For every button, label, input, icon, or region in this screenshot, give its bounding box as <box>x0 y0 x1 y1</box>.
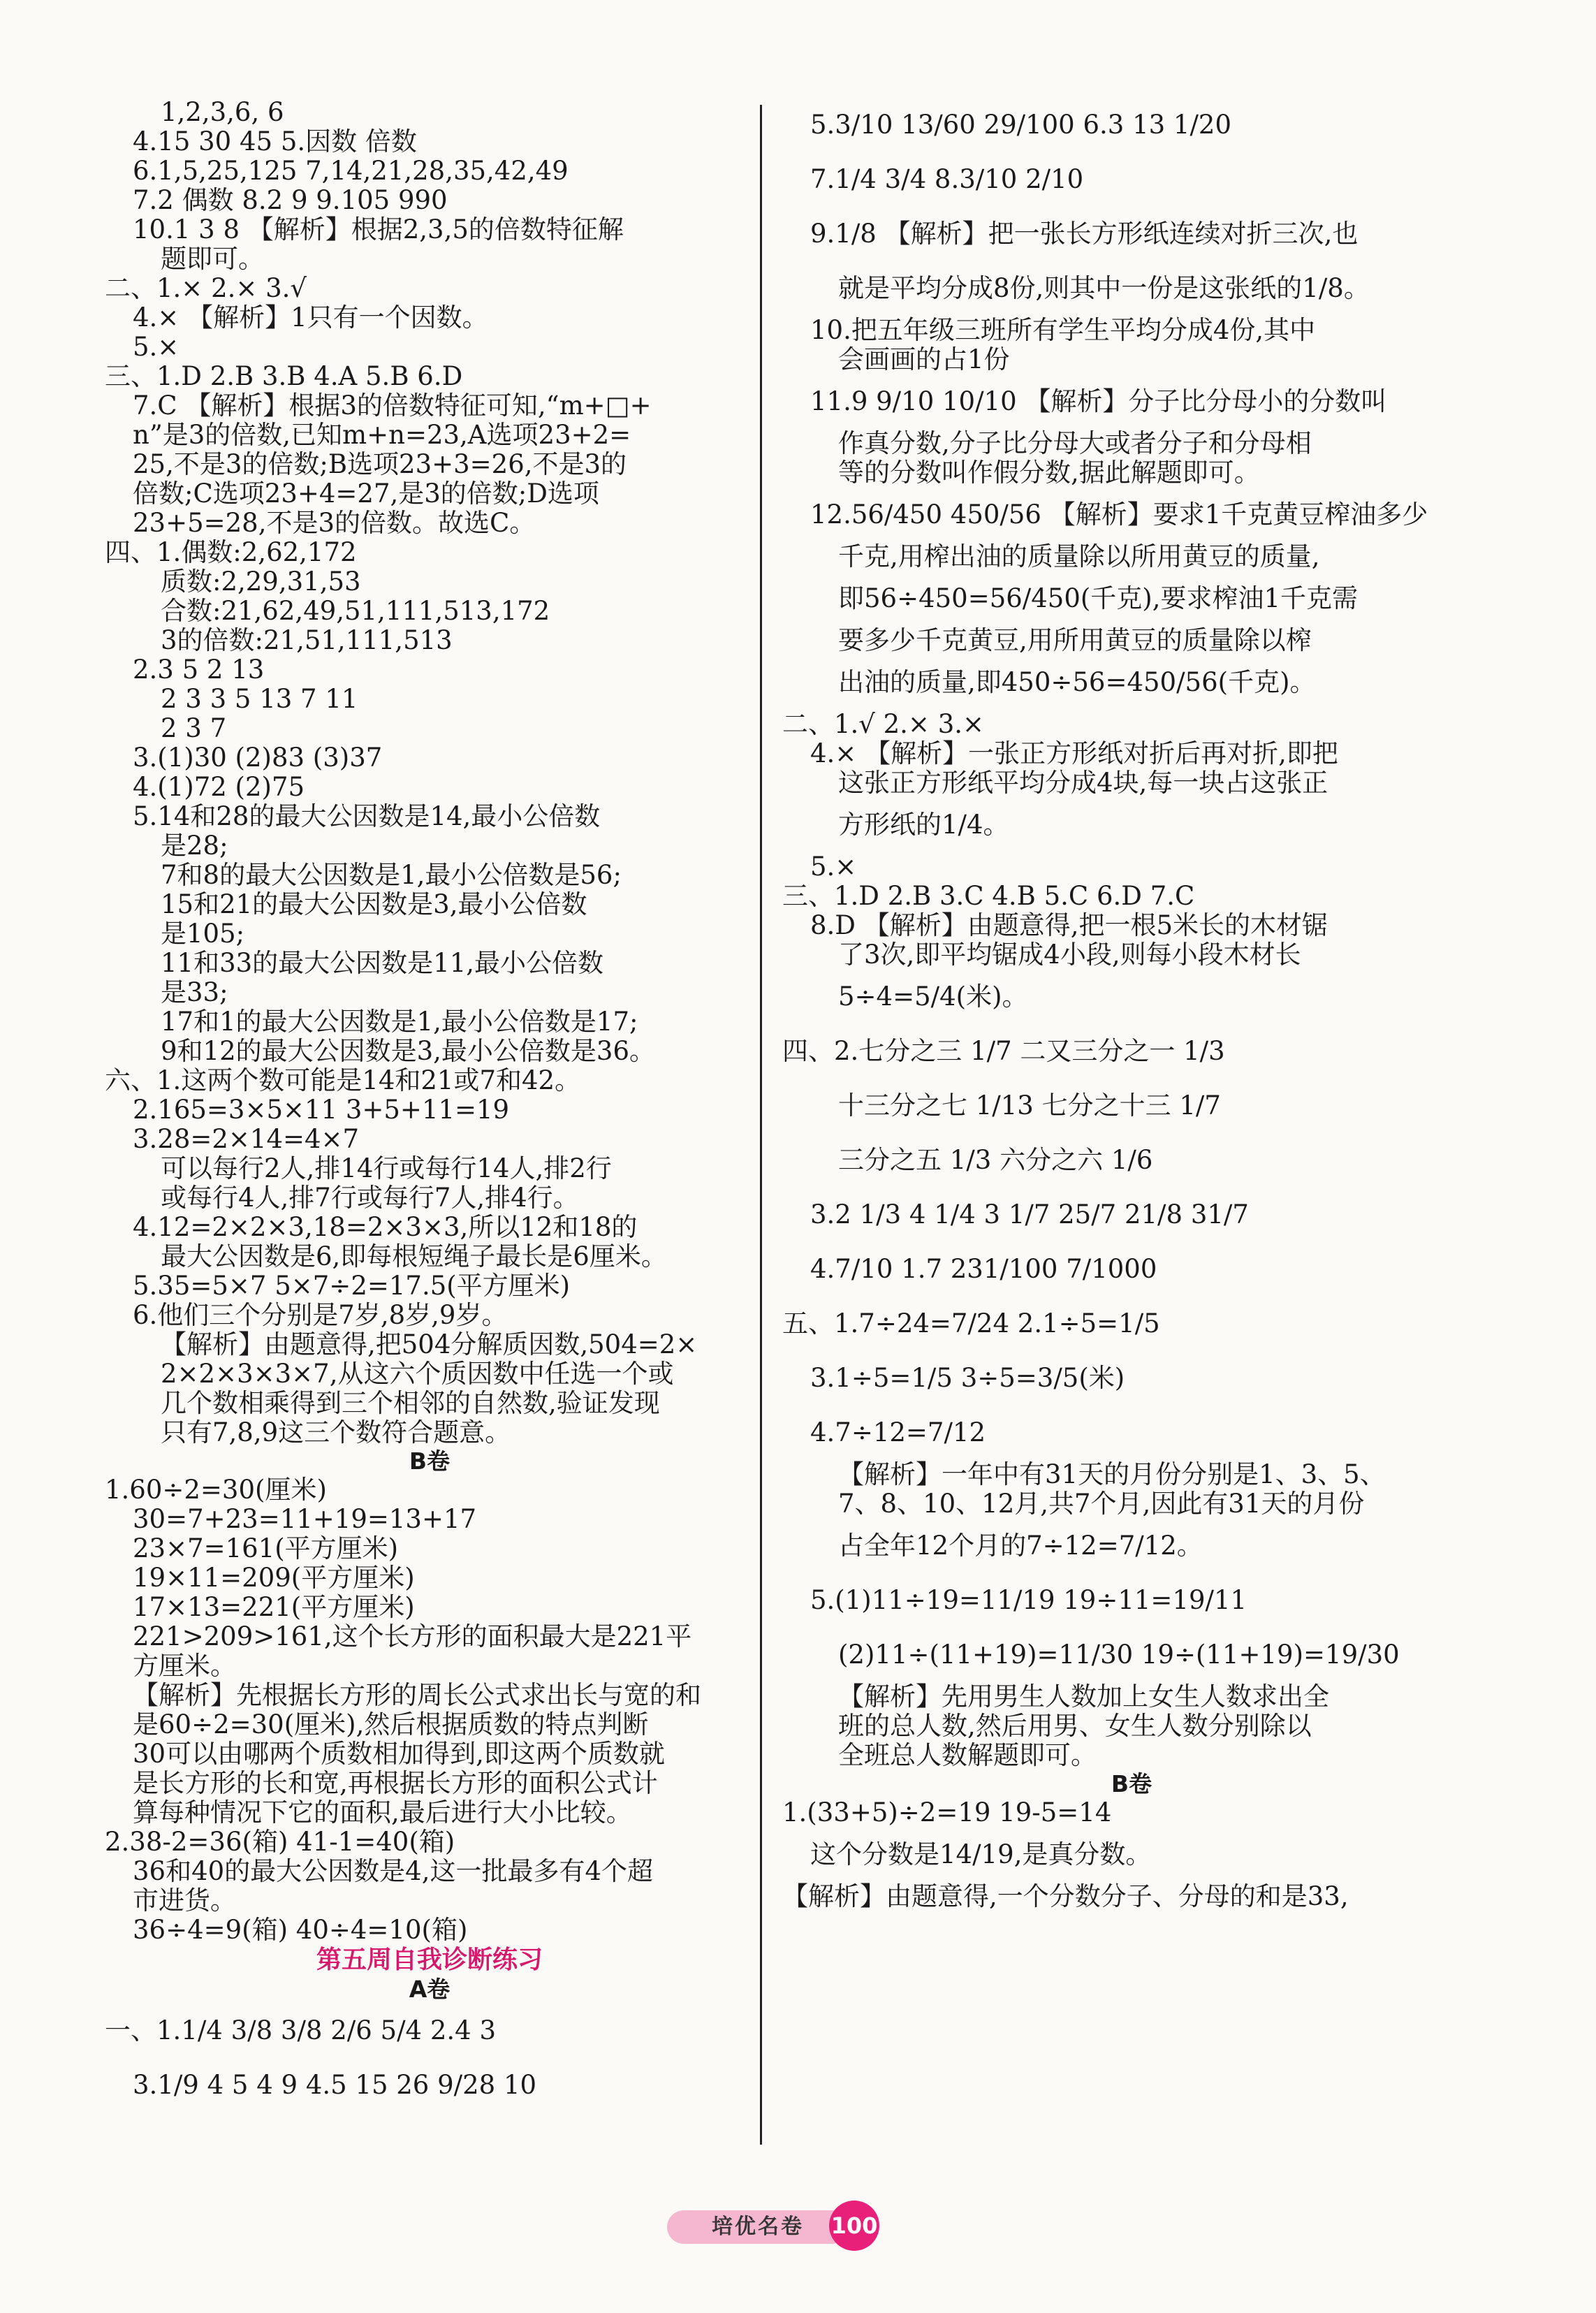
left-column <box>105 98 754 2113</box>
book-name: 培优名卷 <box>667 2210 849 2244</box>
text-line: 【解析】由题意得,一个分数分子、分母的和是33, <box>782 1882 1349 1911</box>
text-line: 是长方形的长和宽,再根据长方形的面积公式计 <box>133 1769 658 1798</box>
text-line: 2 3 7 <box>161 714 227 743</box>
page-number: 100 <box>829 2201 879 2251</box>
section-b-title: B卷 <box>409 1447 451 1475</box>
text-line: 是33; <box>161 978 228 1007</box>
text-line: 2.3 5 2 13 <box>133 655 265 685</box>
text-line: 【解析】先用男生人数加上女生人数求出全 <box>838 1682 1329 1712</box>
text-line: 11.9 9/10 10/10 【解析】分子比分母小的分数叫 <box>810 386 1387 416</box>
text-line: 二、1.√ 2.× 3.× <box>782 710 985 739</box>
text-line: 3.28=2×14=4×7 <box>133 1125 360 1154</box>
text-line: 25,不是3的倍数;B选项23+3=26,不是3的 <box>133 450 627 479</box>
text-line: 10.把五年级三班所有学生平均分成4份,其中 <box>810 316 1316 345</box>
text-line: 会画画的占1份 <box>838 345 1010 374</box>
right-column <box>782 98 1481 1911</box>
text-line: 5.× <box>133 333 180 362</box>
text-line: 4.12=2×2×3,18=2×3×3,所以12和18的 <box>133 1213 638 1242</box>
text-line: 10.1 3 8 【解析】根据2,3,5的倍数特征解 <box>133 215 624 245</box>
text-line: 15和21的最大公因数是3,最小公倍数 <box>161 890 587 919</box>
text-line: n”是3的倍数,已知m+n=23,A选项23+2= <box>133 421 631 450</box>
text-line: 算每种情况下它的面积,最后进行大小比较。 <box>133 1798 632 1827</box>
text-line: 十三分之七 1/13 七分之十三 1/7 <box>838 1090 1221 1121</box>
text-line: 这个分数是14/19,是真分数。 <box>810 1839 1152 1869</box>
text-line: 只有7,8,9这三个数符合题意。 <box>161 1418 511 1447</box>
text-line: 5÷4=5/4(米)。 <box>838 982 1028 1012</box>
text-line: 1,2,3,6, 6 <box>161 98 284 127</box>
text-line: 要多少千克黄豆,用所用黄豆的质量除以榨 <box>838 626 1312 655</box>
text-line: (2)11÷(11+19)=11/30 19÷(11+19)=19/30 <box>838 1640 1400 1670</box>
text-line: 23+5=28,不是3的倍数。故选C。 <box>133 509 536 538</box>
text-line: 4.(1)72 (2)75 <box>133 773 305 802</box>
text-line: 班的总人数,然后用男、女生人数分别除以 <box>838 1712 1312 1741</box>
text-line: 19×11=209(平方厘米) <box>133 1563 415 1593</box>
section-b-title: B卷 <box>1111 1770 1152 1797</box>
text-line: 4.7÷12=7/12 <box>810 1417 986 1447</box>
text-line: 方形纸的1/4。 <box>838 810 1009 840</box>
text-line: 221>209>161,这个长方形的面积最大是221平 <box>133 1622 692 1651</box>
text-line: 3.1/9 4 5 4 9 4.5 15 26 9/28 10 <box>133 2070 537 2100</box>
text-line: 即56÷450=56/450(千克),要求榨油1千克需 <box>838 583 1359 613</box>
text-line: 三、1.D 2.B 3.B 4.A 5.B 6.D <box>105 362 463 391</box>
text-line: 可以每行2人,排14行或每行14人,排2行 <box>161 1154 612 1183</box>
text-line: 等的分数叫作假分数,据此解题即可。 <box>838 458 1260 488</box>
text-line: 市进货。 <box>133 1886 236 1916</box>
text-line: 5.(1)11÷19=11/19 19÷11=19/11 <box>810 1585 1247 1615</box>
text-line: 30可以由哪两个质数相加得到,即这两个质数就 <box>133 1739 665 1769</box>
text-line: 8.D 【解析】由题意得,把一根5米长的木材锯 <box>810 911 1328 940</box>
page-footer <box>667 2201 891 2251</box>
text-line: 7和8的最大公因数是1,最小公倍数是56; <box>161 861 622 890</box>
text-line: 了3次,即平均锯成4小段,则每小段木材长 <box>838 940 1301 970</box>
text-line: 是60÷2=30(厘米),然后根据质数的特点判断 <box>133 1710 649 1739</box>
text-line: 是28; <box>161 831 228 861</box>
text-line: 4.× 【解析】1只有一个因数。 <box>133 303 488 333</box>
text-line: 7.2 偶数 8.2 9 9.105 990 <box>133 186 448 215</box>
week-five-title: 第五周自我诊断练习 <box>316 1946 543 1974</box>
text-line: 是105; <box>161 919 245 949</box>
text-line: 题即可。 <box>161 245 264 274</box>
text-line: 7.C 【解析】根据3的倍数特征可知,“m+□+ <box>133 391 652 421</box>
text-line: 或每行4人,排7行或每行7人,排4行。 <box>161 1183 579 1213</box>
text-line: 几个数相乘得到三个相邻的自然数,验证发现 <box>161 1389 660 1418</box>
text-line: 倍数;C选项23+4=27,是3的倍数;D选项 <box>133 479 599 509</box>
text-line: 5.3/10 13/60 29/100 6.3 13 1/20 <box>810 110 1232 140</box>
text-line: 【解析】由题意得,把504分解质因数,504=2× <box>161 1330 698 1359</box>
text-line: 五、1.7÷24=7/24 2.1÷5=1/5 <box>782 1308 1160 1338</box>
text-line: 36÷4=9(箱) 40÷4=10(箱) <box>133 1916 468 1945</box>
text-line: 12.56/450 450/56 【解析】要求1千克黄豆榨油多少 <box>810 499 1428 530</box>
text-line: 三、1.D 2.B 3.C 4.B 5.C 6.D 7.C <box>782 882 1195 911</box>
text-line: 23×7=161(平方厘米) <box>133 1534 399 1563</box>
text-line: 【解析】一年中有31天的月份分别是1、3、5、 <box>838 1460 1386 1489</box>
text-line: 30=7+23=11+19=13+17 <box>133 1505 477 1534</box>
column-divider <box>760 105 762 2145</box>
section-a-title: A卷 <box>409 1976 451 2003</box>
text-line: 5.14和28的最大公因数是14,最小公倍数 <box>133 802 601 831</box>
text-line: 六、1.这两个数可能是14和21或7和42。 <box>105 1066 581 1095</box>
text-line: 全班总人数解题即可。 <box>838 1741 1097 1770</box>
text-line: 千克,用榨出油的质量除以所用黄豆的质量, <box>838 542 1320 571</box>
text-line: 5.× <box>810 852 857 882</box>
text-line: 3的倍数:21,51,111,513 <box>161 626 453 655</box>
text-line: 合数:21,62,49,51,111,513,172 <box>161 597 550 626</box>
text-line: 7、8、10、12月,共7个月,因此有31天的月份 <box>838 1489 1365 1519</box>
text-line: 二、1.× 2.× 3.√ <box>105 274 307 303</box>
text-line: 3.1÷5=1/5 3÷5=3/5(米) <box>810 1363 1125 1393</box>
text-line: 1.60÷2=30(厘米) <box>105 1475 327 1505</box>
text-line: 四、1.偶数:2,62,172 <box>105 538 357 567</box>
text-line: 2.165=3×5×11 3+5+11=19 <box>133 1095 510 1125</box>
text-line: 就是平均分成8份,则其中一份是这张纸的1/8。 <box>838 273 1370 303</box>
text-line: 4.15 30 45 5.因数 倍数 <box>133 127 417 156</box>
text-line: 方厘米。 <box>133 1651 236 1681</box>
text-line: 4.× 【解析】一张正方形纸对折后再对折,即把 <box>810 739 1338 768</box>
text-line: 【解析】先根据长方形的周长公式求出长与宽的和 <box>133 1681 701 1710</box>
text-line: 2.38-2=36(箱) 41-1=40(箱) <box>105 1827 455 1857</box>
text-line: 最大公因数是6,即每根短绳子最长是6厘米。 <box>161 1242 667 1271</box>
text-line: 1.(33+5)÷2=19 19-5=14 <box>782 1798 1112 1827</box>
text-line: 4.7/10 1.7 231/100 7/1000 <box>810 1254 1157 1284</box>
text-line: 2 3 3 5 13 7 11 <box>161 685 358 714</box>
text-line: 质数:2,29,31,53 <box>161 567 361 597</box>
text-line: 四、2.七分之三 1/7 二又三分之一 1/3 <box>782 1036 1225 1066</box>
text-line: 17和1的最大公因数是1,最小公倍数是17; <box>161 1007 638 1037</box>
text-line: 占全年12个月的7÷12=7/12。 <box>838 1531 1203 1561</box>
text-line: 17×13=221(平方厘米) <box>133 1593 415 1622</box>
text-line: 3.2 1/3 4 1/4 3 1/7 25/7 21/8 31/7 <box>810 1199 1249 1230</box>
text-line: 11和33的最大公因数是11,最小公倍数 <box>161 949 604 978</box>
text-line: 36和40的最大公因数是4,这一批最多有4个超 <box>133 1857 654 1886</box>
text-line: 5.35=5×7 5×7÷2=17.5(平方厘米) <box>133 1271 571 1301</box>
text-line: 一、1.1/4 3/8 3/8 2/6 5/4 2.4 3 <box>105 2015 496 2045</box>
text-line: 9和12的最大公因数是3,最小公倍数是36。 <box>161 1037 656 1066</box>
text-line: 作真分数,分子比分母大或者分子和分母相 <box>838 429 1312 458</box>
text-line: 9.1/8 【解析】把一张长方形纸连续对折三次,也 <box>810 219 1359 249</box>
text-line: 2×2×3×3×7,从这六个质因数中任选一个或 <box>161 1359 674 1389</box>
text-line: 6.1,5,25,125 7,14,21,28,35,42,49 <box>133 156 569 186</box>
text-line: 出油的质量,即450÷56=450/56(千克)。 <box>838 667 1316 697</box>
text-line: 三分之五 1/3 六分之六 1/6 <box>838 1145 1153 1175</box>
text-line: 6.他们三个分别是7岁,8岁,9岁。 <box>133 1301 508 1330</box>
text-line: 这张正方形纸平均分成4块,每一块占这张正 <box>838 768 1328 798</box>
text-line: 7.1/4 3/4 8.3/10 2/10 <box>810 164 1084 194</box>
text-line: 3.(1)30 (2)83 (3)37 <box>133 743 383 773</box>
